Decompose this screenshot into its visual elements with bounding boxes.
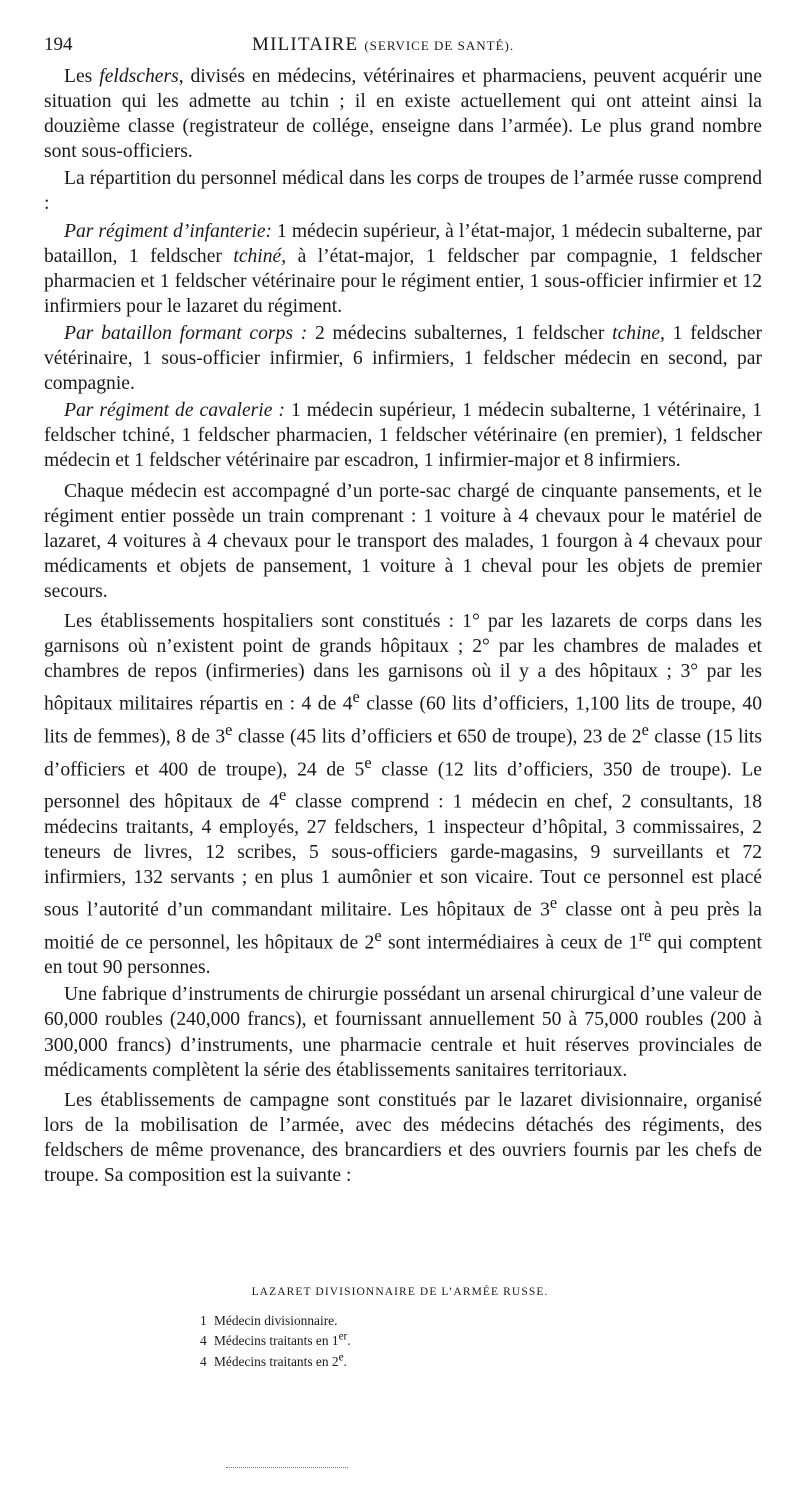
footer-rule: [226, 1467, 348, 1468]
running-head: [252, 30, 514, 61]
paragraph: La répartition du personnel médical dans les corps de troupes de l’armée russe comprend :: [44, 168, 762, 215]
paragraph: Par bataillon formant corps : 2 médecins subalternes, 1 feldscher tchine, 1 feldscher vétérinaire, 1 sous-officier infirmier, 6 infirmiers, 1 feldscher médecin en second, par compagnie.: [44, 322, 762, 395]
item-label: Médecins traitants en 1er.: [214, 1331, 351, 1349]
item-label: Médecin divisionnaire.: [214, 1313, 338, 1328]
page-header: [44, 30, 760, 60]
item-label: Médecins traitants en 2e.: [214, 1351, 347, 1369]
paragraph: Chaque médecin est accompagné d’un porte-sac chargé de cinquante pansements, et le régiment entier possède un train comprenant : 1 voiture à 4 chevaux pour le matériel de lazaret, 4 voitures à 4 chevaux pour le transport des malades, 1 fourgon à 4 chevaux pour médicaments et objets de pansement, 1 voiture à 1 cheval pour les objets de premier secours.: [44, 480, 762, 602]
paragraph: Par régiment d’infanterie: 1 médecin supérieur, à l’état-major, 1 médecin subalterne, par bataillon, 1 feldscher tchiné, à l’état-major, 1 feldscher par compagnie, 1 feldscher pharmacien et 1 feldscher vétérinaire pour le régiment entier, 1 sous-officier infirmier et 12 infirmiers pour le lazaret du régiment.: [44, 220, 762, 317]
running-head-subtitle: (SERVICE DE SANTÉ).: [364, 38, 515, 53]
page-number: 194: [44, 34, 73, 55]
item-count: 4: [200, 1333, 207, 1349]
item-count: 4: [200, 1353, 207, 1369]
list-item: [200, 1312, 351, 1329]
list-item: [200, 1349, 351, 1369]
table-title: LAZARET DIVISIONNAIRE DE L’ARMÉE RUSSE.: [251, 1286, 549, 1298]
list-item: [200, 1329, 351, 1349]
item-count: 1: [200, 1313, 207, 1328]
paragraph: Les établissements de campagne sont constitués par le lazaret divisionnaire, organisé lors de la mobilisation de l’armée, avec des médecins détachés des régiments, des feldschers de même provenance, des brancardiers et des ouvriers fournis par les chefs de troupe. Sa composition est la suivante :: [44, 1089, 762, 1187]
paragraph: Une fabrique d’instruments de chirurgie possédant un arsenal chirurgical d’une valeur de 60,000 roubles (240,000 francs), et fournissant annuellement 50 à 75,000 roubles (200 à 300,000 francs) d’instruments, une pharmacie centrale et huit réserves provinciales de médicaments complètent la série des établissements sanitaires territoriaux.: [44, 984, 762, 1081]
composition-list: [200, 1312, 351, 1370]
paragraph: Par régiment de cavalerie : 1 médecin supérieur, 1 médecin subalterne, 1 vétérinaire, 1 feldscher tchiné, 1 feldscher pharmacien, 1 feldscher vétérinaire (en premier), 1 feldscher médecin et 1 feldscher vétérinaire par escadron, 1 infirmier-major et 8 infirmiers.: [44, 400, 763, 472]
body-text: [44, 64, 762, 1188]
paragraph: Les feldschers, divisés en médecins, vétérinaires et pharmaciens, peuvent acquérir une situation qui les admette au tchin ; il en existe actuellement qui ont atteint ainsi la douzième classe (registrateur de collége, enseigne dans l’armée). Le plus grand nombre sont sous-officiers.: [44, 66, 762, 163]
running-head-title: MILITAIRE: [252, 34, 359, 55]
paragraph: Les établissements hospitaliers sont constitués : 1° par les lazarets de corps dans les garnisons où n’existent point de grands hôpitaux ; 2° par les chambres de malades et chambres de repos (infirmeries) dans les garnisons où il y a des hôpitaux ; 3° par les hôpitaux militaires répartis en : 4 de 4e classe (60 lits d’officiers, 1,100 lits de troupe, 40 lits de femmes), 8 de 3e classe (45 lits d’officiers et 650 de troupe), 23 de 2e classe (15 lits d’officiers et 400 de troupe), 24 de 5e classe (12 lits d’officiers, 350 de troupe). Le personnel des hôpitaux de 4e classe comprend : 1 médecin en chef, 2 consultants, 18 médecins traitants, 4 employés, 27 feldschers, 1 inspecteur d’hôpital, 3 commissaires, 2 teneurs de livres, 12 scribes, 5 sous-officiers garde-magasins, 9 surveillants et 72 infirmiers, 132 servants ; en plus 1 aumônier et son vicaire. Tout ce personnel est placé sous l’autorité d’un commandant militaire. Les hôpitaux de 3e classe ont à peu près la moitié de ce personnel, les hôpitaux de 2e sont intermédiaires à ceux de 1re qui comptent en tout 90 personnes.: [44, 610, 763, 979]
